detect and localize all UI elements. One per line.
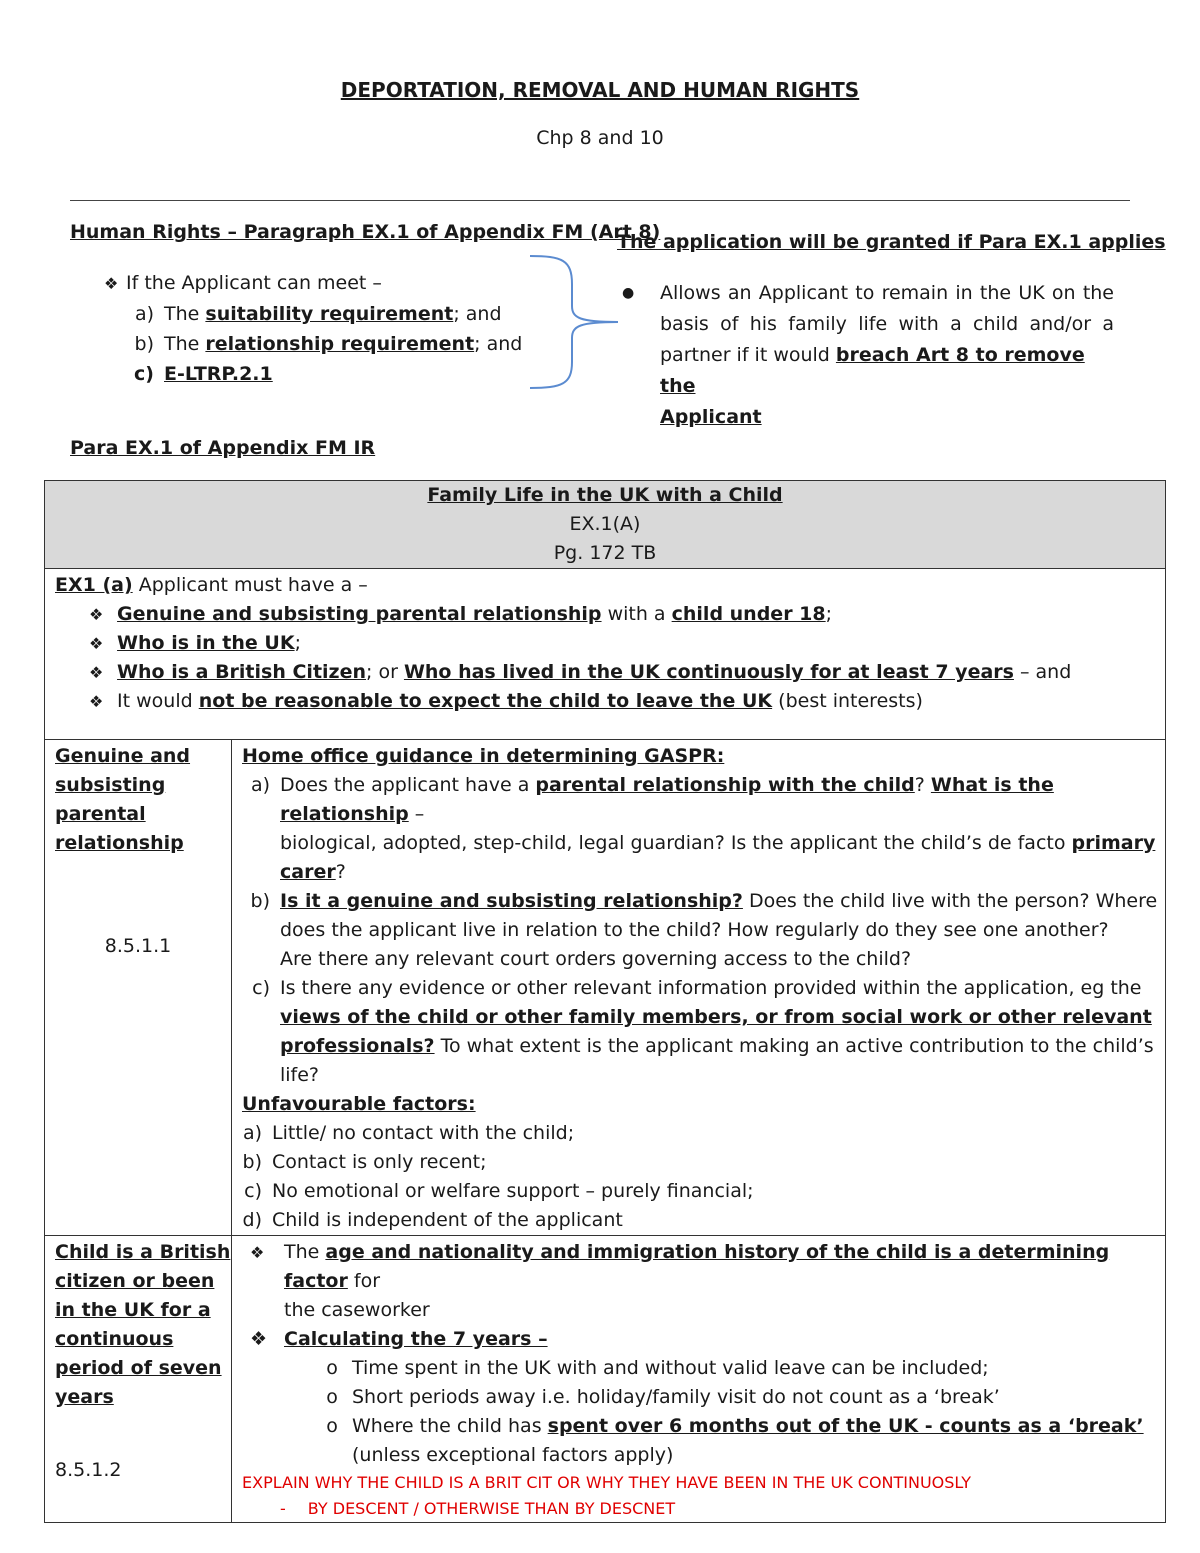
ex1-bullet-4 — [89, 687, 1165, 716]
p1-l2: the caseworker — [284, 1299, 430, 1321]
parental-relationship-link: parental relationship with the child — [535, 774, 915, 796]
right-line-3 — [660, 340, 1114, 402]
child-under-18-link: child under 18 — [671, 603, 826, 625]
item-label: a) — [134, 303, 154, 325]
a-l3-end: ? — [335, 861, 346, 883]
p1-end: for — [347, 1270, 381, 1292]
carer-link: carer — [280, 861, 336, 883]
unfav-text: Contact is only recent; — [272, 1151, 487, 1173]
o3-text — [352, 1412, 1144, 1470]
row2-label-line: period of seven — [55, 1357, 222, 1379]
row2-label-cell — [45, 1236, 232, 1523]
row2-label-line: citizen or been — [55, 1270, 215, 1292]
relationship-link: relationship requirement — [205, 333, 475, 355]
professionals-link: professionals? — [280, 1035, 435, 1057]
intro-text: If the Applicant can meet – — [126, 272, 382, 294]
row2-code: 8.5.1.2 — [55, 1459, 122, 1481]
unfavourable-item — [242, 1119, 1165, 1148]
ex1-lead-text: Applicant must have a – — [132, 574, 368, 596]
applicant-link: Applicant — [660, 406, 762, 428]
what-relationship-link: What is the relationship — [280, 774, 1054, 825]
p1-pre: The — [284, 1241, 326, 1263]
horizontal-rule — [70, 200, 1130, 201]
unfav-text: Child is independent of the applicant — [272, 1209, 623, 1231]
table-header-title: Family Life in the UK with a Child — [427, 484, 783, 506]
left-list — [104, 268, 522, 389]
table-header-ref: EX.1(A) — [569, 513, 641, 535]
red-note-1: EXPLAIN WHY THE CHILD IS A BRIT CIT OR WHY THEY HAVE BEEN IN THE UK CONTINUOSLY — [242, 1473, 971, 1492]
item-pre: The — [164, 333, 206, 355]
requirement-item-a — [126, 299, 522, 329]
circle-bullet-icon: o — [326, 1386, 338, 1408]
row2-label-line: Child is a British — [55, 1241, 231, 1263]
right-line-2: basis of his family life with a child and/or a — [660, 313, 1114, 335]
eltrp-link: E-LTRP.2.1 — [164, 363, 273, 385]
item-label: b) — [250, 890, 270, 912]
row1-label-line: parental — [55, 803, 146, 825]
a-end: – — [408, 803, 425, 825]
six-months-link: spent over 6 months out of the UK - counts as a ‘break’ — [547, 1415, 1144, 1437]
b3-end: – and — [1013, 661, 1072, 683]
a-pre: Does the applicant have a — [280, 774, 536, 796]
diamond-bullet-icon: ❖ — [104, 274, 119, 293]
b-text: Does the child live with the person? Where — [742, 890, 1158, 912]
sub-bullet-1 — [312, 1354, 1165, 1383]
views-link: views of the child or other family members, or from social work or other relevant — [280, 1006, 1152, 1028]
row1-content-cell — [232, 740, 1166, 1236]
row1-label-line: Genuine and — [55, 745, 191, 767]
row1-label-line: subsisting — [55, 774, 166, 796]
determining-factor-link: age and nationality and immigration history of the child is a determining factor — [284, 1241, 1110, 1292]
a-l2-pre: biological, adopted, step-child, legal guardian? Is the applicant the child’s de facto — [280, 832, 1072, 854]
row2-content-cell — [232, 1236, 1166, 1523]
document-subtitle: Chp 8 and 10 — [536, 127, 664, 149]
curly-brace-icon — [522, 254, 622, 390]
o1-text: Time spent in the UK with and without valid leave can be included; — [352, 1357, 989, 1379]
row1-label-cell — [45, 740, 232, 1236]
table-header — [45, 481, 1166, 569]
unfavourable-item — [242, 1177, 1165, 1206]
c-l3-text: To what extent is the applicant making an active contribution to the child’s — [434, 1035, 1154, 1057]
primary-link: primary — [1071, 832, 1156, 854]
b2-end: ; — [294, 632, 301, 654]
guidance-c-text — [280, 974, 1154, 1090]
ex1a-link: EX1 (a) — [55, 574, 133, 596]
guidance-a-text — [280, 771, 1165, 887]
document-title: DEPORTATION, REMOVAL AND HUMAN RIGHTS — [340, 78, 860, 102]
ex1-requirements-cell — [45, 569, 1166, 740]
item-label: c) — [134, 363, 154, 385]
genuine-subsisting-link: Is it a genuine and subsisting relationship? — [280, 890, 743, 912]
gasp-link: Genuine and subsisting parental relationship — [117, 603, 602, 625]
diamond-bullet-icon: ❖ — [89, 634, 104, 653]
c-l4: life? — [280, 1064, 320, 1086]
item-post: ; and — [453, 303, 502, 325]
breach-link: breach Art 8 to remove the — [660, 344, 1085, 397]
in-uk-link: Who is in the UK — [117, 632, 295, 654]
ex1-table — [44, 480, 1166, 1523]
seven-years-link: Who has lived in the UK continuously for at least 7 years — [403, 661, 1014, 683]
unfav-text: No emotional or welfare support – purely financial; — [272, 1180, 754, 1202]
item-label: d) — [242, 1209, 262, 1231]
item-pre: The — [164, 303, 206, 325]
item-post: ; and — [474, 333, 523, 355]
item-label: a) — [250, 774, 270, 796]
row2-label-line: in the UK for a — [55, 1299, 211, 1321]
suitability-link: suitability requirement — [205, 303, 454, 325]
right-heading: The application will be granted if Para EX.1 applies — [617, 231, 1166, 253]
ex1-bullet-2 — [89, 629, 1165, 658]
row1-label-line: relationship — [55, 832, 184, 854]
item-label: c) — [244, 1180, 262, 1202]
item-label: b) — [242, 1151, 262, 1173]
ex1-bullet-1 — [89, 600, 1165, 629]
o3-l2: (unless exceptional factors apply) — [352, 1444, 674, 1466]
sub-bullet-2 — [312, 1383, 1165, 1412]
b4-end: (best interests) — [772, 690, 923, 712]
red-dash: - — [280, 1499, 286, 1518]
sub-bullet-3 — [312, 1412, 1165, 1470]
requirement-item-b — [126, 329, 522, 359]
not-reasonable-link: not be reasonable to expect the child to leave the UK — [198, 690, 773, 712]
circle-bullet-icon: o — [326, 1415, 338, 1437]
requirement-item-c — [126, 359, 522, 389]
guidance-heading: Home office guidance in determining GASPR: — [242, 745, 725, 767]
british-citizen-link: Who is a British Citizen — [117, 661, 367, 683]
b1-end: ; — [825, 603, 833, 625]
diamond-bullet-icon: ❖ — [89, 605, 104, 624]
b4-pre: It would — [117, 690, 199, 712]
b-l2: does the applicant live in relation to the child? How regularly do they see one another? — [280, 919, 1109, 941]
ex1-lead — [55, 571, 1165, 600]
table-header-page: Pg. 172 TB — [553, 542, 657, 564]
c-text: Is there any evidence or other relevant information provided within the application, eg the — [280, 977, 1142, 999]
row2-label-line: years — [55, 1386, 114, 1408]
intro-item — [104, 268, 522, 299]
ex1-bullet-3 — [89, 658, 1165, 687]
row2-point-1 — [242, 1238, 1165, 1325]
o2-text: Short periods away i.e. holiday/family visit do not count as a ‘break’ — [352, 1386, 1000, 1408]
right-paragraph — [622, 278, 1114, 433]
item-label: a) — [242, 1122, 262, 1144]
b-l3: Are there any relevant court orders governing access to the child? — [280, 948, 912, 970]
unfavourable-item — [242, 1148, 1165, 1177]
guidance-b-text — [280, 887, 1157, 974]
line3-pre: partner if it would — [660, 344, 836, 366]
unfav-text: Little/ no contact with the child; — [272, 1122, 575, 1144]
bullet-icon: ● — [622, 285, 635, 301]
o3-pre: Where the child has — [352, 1415, 548, 1437]
diamond-bullet-icon: ❖ — [250, 1328, 268, 1350]
row2-label-line: continuous — [55, 1328, 174, 1350]
red-note-2 — [280, 1496, 1165, 1522]
diamond-bullet-icon: ❖ — [250, 1243, 265, 1262]
row1-code: 8.5.1.1 — [104, 935, 172, 957]
row2-point-2 — [242, 1325, 1165, 1354]
item-label: c) — [252, 977, 270, 999]
item-label: b) — [134, 333, 154, 355]
b1-mid: with a — [601, 603, 672, 625]
section-heading: Para EX.1 of Appendix FM IR — [70, 437, 376, 459]
guidance-a — [242, 771, 1165, 887]
a-mid: ? — [914, 774, 931, 796]
diamond-bullet-icon: ❖ — [89, 663, 104, 682]
unfavourable-item — [242, 1206, 1165, 1235]
guidance-b — [242, 887, 1165, 974]
calculating-link: Calculating the 7 years – — [284, 1328, 548, 1350]
right-line-1: Allows an Applicant to remain in the UK on the — [660, 282, 1114, 304]
diamond-bullet-icon: ❖ — [89, 692, 104, 711]
left-heading: Human Rights – Paragraph EX.1 of Appendix FM (Art 8) — [70, 221, 661, 243]
guidance-c — [242, 974, 1165, 1090]
b3-mid: ; or — [366, 661, 404, 683]
red-note-2-text: BY DESCENT / OTHERWISE THAN BY DESCNET — [307, 1499, 676, 1518]
right-line-4 — [660, 402, 1114, 433]
circle-bullet-icon: o — [326, 1357, 338, 1379]
unfavourable-heading: Unfavourable factors: — [242, 1093, 476, 1115]
row2-point-1-text — [284, 1238, 1165, 1325]
